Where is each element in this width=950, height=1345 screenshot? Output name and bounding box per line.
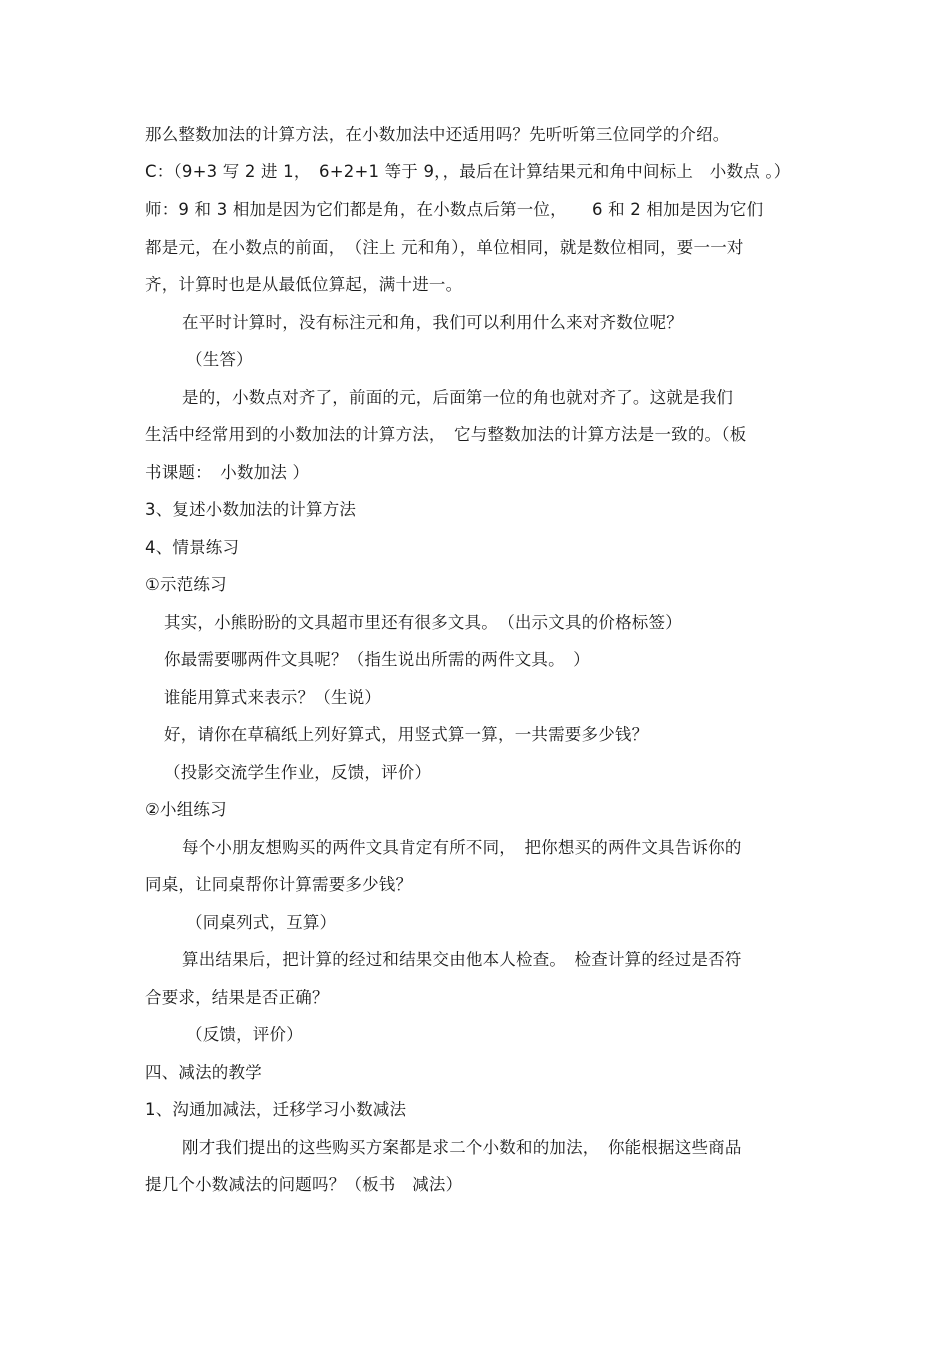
text-line: 合要求，结果是否正确？ — [145, 988, 329, 1007]
text-line: 好，请你在草稿纸上列好算式，用竖式算一算，一共需要多少钱？ — [164, 725, 649, 744]
text-line: （生答） — [186, 350, 253, 369]
text-line: 刚才我们提出的这些购买方案都是求二个小数和的加法， 你能根据这些商品 — [182, 1138, 742, 1157]
text-line: 那么整数加法的计算方法，在小数加法中还适用吗？先听听第三位同学的介绍。 — [145, 125, 730, 144]
text-line: 算出结果后，把计算的经过和结果交由他本人检查。 检查计算的经过是否符 — [182, 950, 742, 969]
text-line: 谁能用算式来表示？（生说） — [164, 688, 382, 707]
text-line: 同桌，让同桌帮你计算需要多少钱？ — [145, 875, 413, 894]
text-line: C：（9+3 写 2 进 1， 6+2+1 等于 9，，最后在计算结果元和角中间标上 小数点 。） — [145, 162, 791, 181]
text-line: 每个小朋友想购买的两件文具肯定有所不同， 把你想买的两件文具告诉你的 — [182, 838, 742, 857]
text-line: 提几个小数减法的问题吗？（板书 减法） — [145, 1175, 463, 1194]
text-line: 书课题： 小数加法 ） — [145, 463, 310, 482]
section-heading: 四、减法的教学 — [145, 1063, 262, 1082]
text-line: （反馈，评价） — [186, 1025, 303, 1044]
text-line: 其实，小熊盼盼的文具超市里还有很多文具。 （出示文具的价格标签） — [164, 613, 682, 632]
text-line: （同桌列式，互算） — [186, 913, 337, 932]
text-line: （投影交流学生作业，反馈，评价） — [164, 763, 432, 782]
text-line: 在平时计算时，没有标注元和角，我们可以利用什么来对齐数位呢？ — [182, 313, 683, 332]
section-heading: 4、情景练习 — [145, 538, 240, 557]
text-line: 师：9 和 3 相加是因为它们都是角，在小数点后第一位， 6 和 2 相加是因为它们 — [145, 200, 764, 219]
section-heading: 3、复述小数加法的计算方法 — [145, 500, 357, 519]
text-line: 你最需要哪两件文具呢？（指生说出所需的两件文具。 ） — [164, 650, 590, 669]
subsection-heading: ①示范练习 — [145, 575, 227, 594]
text-line: 生活中经常用到的小数加法的计算方法， 它与整数加法的计算方法是一致的。（板 — [145, 425, 747, 444]
section-heading: 1、沟通加减法，迁移学习小数减法 — [145, 1100, 407, 1119]
text-line: 是的，小数点对齐了，前面的元，后面第一位的角也就对齐了。这就是我们 — [182, 388, 734, 407]
subsection-heading: ②小组练习 — [145, 800, 227, 819]
text-line: 齐，计算时也是从最低位算起，满十进一。 — [145, 275, 463, 294]
text-line: 都是元，在小数点的前面， （注上 元和角），单位相同，就是数位相同，要一一对 — [145, 238, 744, 257]
